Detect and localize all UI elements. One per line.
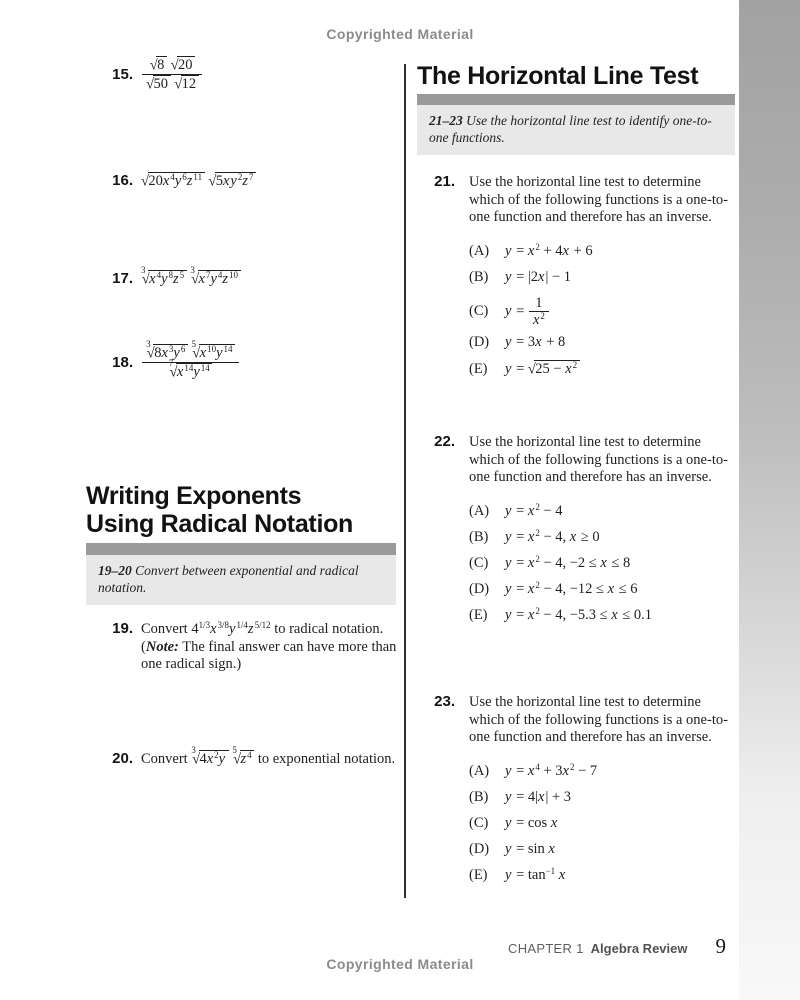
answer-options — [469, 763, 737, 888]
chapter-section-label: Algebra Review — [590, 941, 688, 956]
problem-text: Use the horizontal line test to determine which of the following functions is a one-to-one function and therefore has an inverse. — [469, 174, 728, 225]
copyright-banner-top: Copyrighted Material — [326, 26, 474, 42]
problem-body — [469, 174, 737, 386]
problem-number: 22. — [434, 433, 455, 450]
instruction-range: 21–23 — [429, 113, 463, 128]
problem-expression: $√20x^4y^6z^{11}$ $√5xy^2z^7$ — [141, 172, 398, 191]
problem-expression: $^3√x^4y^8z^5$ $^3√x^7y^4z^{10}$ — [141, 270, 398, 289]
problem-17 — [86, 264, 398, 289]
problem-23 — [417, 693, 737, 893]
instruction-text: Convert between exponential and radical notation. — [98, 563, 359, 595]
section-title-bar — [86, 543, 396, 555]
copyright-banner-bottom: Copyrighted Material — [326, 956, 474, 972]
problem-text: Convert $^3√4x^2y$ $^5√z^4$ to exponential notation. — [141, 744, 396, 768]
section-title: The Horizontal Line Test — [417, 62, 699, 90]
problem-number: 20. — [112, 750, 133, 767]
instruction-box — [86, 555, 396, 605]
problem-number: 16. — [112, 172, 133, 189]
problem-22 — [417, 433, 737, 633]
option-a: (A) $y = x^2 - 4$ — [469, 501, 563, 519]
problem-15 — [86, 56, 398, 94]
problem-number: 18. — [112, 354, 133, 372]
option-e: (E) $y = x^2 - 4$, −5.3 ≤ x ≤ 0.1 — [469, 605, 653, 623]
inline-math: $^3√4x^2y$ $^5√z^4$ — [191, 751, 254, 767]
option-a: (A) $y = x^4 + 3x^2 - 7$ — [469, 761, 598, 779]
option-c: (C) y = $\frac{1}{x^2}$ — [469, 295, 737, 329]
option-e: (E) $y = √25 - x^2$ — [469, 360, 737, 381]
column-divider — [404, 64, 406, 898]
problem-text: Convert $4^{1/3}x^{3/8}y^{1/4}z^{5/12}$ to radical notation. (Note: The final answer can have more than one radical sign.) — [141, 620, 397, 672]
problem-text: Use the horizontal line test to determine which of the following functions is a one-to-one function and therefore has an inverse. — [469, 694, 728, 745]
problem-number: 19. — [112, 620, 133, 637]
option-a: (A) $y = x^2 + 4x + 6$ — [469, 241, 593, 259]
section-title-bar — [417, 94, 735, 105]
instruction-box — [417, 105, 735, 155]
problem-20 — [86, 744, 398, 769]
problem-19 — [86, 620, 398, 674]
problem-16 — [86, 172, 398, 191]
section-horizontal-line-test — [417, 62, 735, 155]
problem-number: 17. — [112, 270, 133, 287]
option-e: (E) $y = \tan^{-1} x$ — [469, 865, 566, 883]
problem-number: 21. — [434, 173, 455, 190]
section-title: Writing Exponents Using Radical Notation — [86, 482, 354, 538]
option-d: (D) y = sin x — [469, 840, 555, 857]
problem-expression: $\frac{^3√8x^3y^6 ^5√x^{10}y^{14}}{^7√x^{14}y^{14}}$ — [141, 344, 398, 382]
problem-21 — [417, 173, 737, 386]
page-edge-shadow — [739, 0, 800, 1000]
answer-options — [469, 503, 737, 628]
inline-math: $4^{1/3}x^{3/8}y^{1/4}z^{5/12}$ — [191, 620, 271, 637]
problem-number: 23. — [434, 693, 455, 710]
problem-body — [469, 434, 737, 633]
option-b: (B) y = 4|x| + 3 — [469, 788, 572, 805]
instruction-text: Use the horizontal line test to identify one-to-one functions. — [429, 113, 712, 145]
page-number: 9 — [715, 934, 726, 958]
section-writing-exponents — [86, 482, 396, 605]
note-label: Note: — [145, 638, 179, 655]
instruction-range: 19–20 — [98, 563, 132, 578]
option-b: (B) $y = x^2 - 4$, x ≥ 0 — [469, 527, 600, 545]
option-b: (B) y = |2x| − 1 — [469, 268, 572, 285]
answer-options — [469, 243, 737, 381]
option-d: (D) y = 3x + 8 — [469, 333, 566, 350]
option-c: (C) y = cos x — [469, 814, 558, 831]
option-c: (C) $y = x^2 - 4$, −2 ≤ x ≤ 8 — [469, 553, 631, 571]
chapter-label: CHAPTER 1 — [508, 941, 584, 956]
problem-body — [469, 694, 737, 893]
problem-18 — [86, 338, 398, 382]
problem-expression: $\frac{√8 √20}{√50 √12}$ — [141, 56, 398, 94]
option-d: (D) $y = x^2 - 4$, −12 ≤ x ≤ 6 — [469, 579, 638, 597]
problem-text: Use the horizontal line test to determine which of the following functions is a one-to-one function and therefore has an inverse. — [469, 434, 728, 485]
problem-number: 15. — [112, 66, 133, 84]
